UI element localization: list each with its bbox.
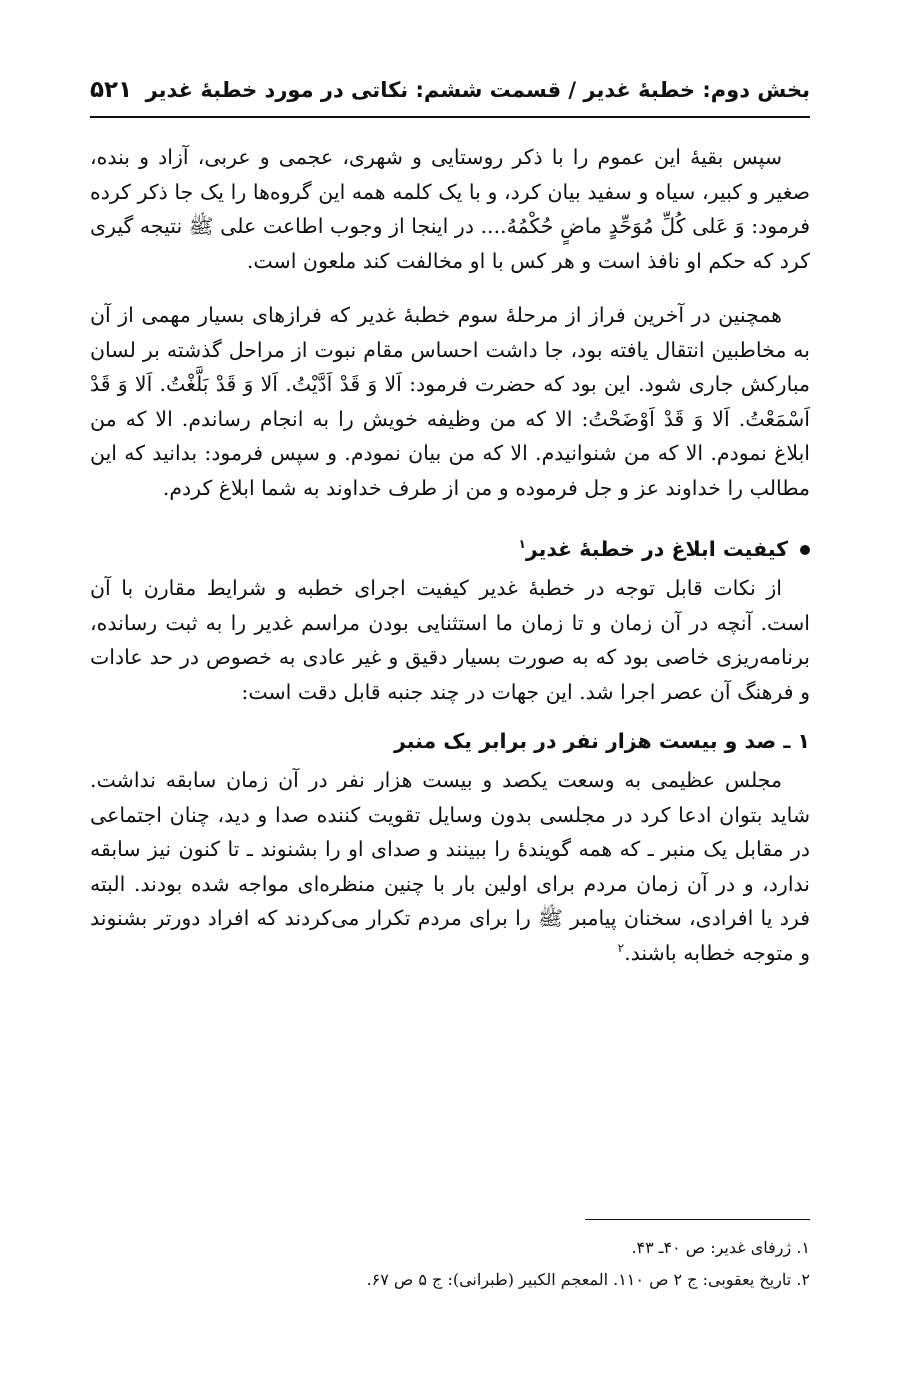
subsection-heading: ۱ ـ صد و بیست هزار نفر در برابر یک منبر — [393, 729, 810, 753]
footnote-1: ۱. ژرفای غدیر: ص ۴۰ـ ۴۳. — [631, 1238, 810, 1257]
footnote-2: ۲. تاریخ یعقوبی: ج ۲ ص ۱۱۰. المعجم الکبیر (طبرانی): ج ۵ ص ۶۷. — [366, 1270, 810, 1289]
bullet-icon — [800, 545, 810, 555]
footnotes — [90, 1232, 810, 1296]
section-heading-text: کیفیت ابلاغ در خطبۀ غدیر — [525, 537, 788, 561]
page-number: ۵۲۱ — [90, 77, 133, 103]
footnote-ref-2: ۲ — [617, 940, 625, 955]
page-header — [90, 70, 810, 110]
page-body — [90, 140, 810, 970]
paragraph-4-text: مجلس عظیمی به وسعت یکصد و بیست هزار نفر در آن زمان سابقه نداشت. شاید بتوان ادعا کرد در مجلسی بدون وسایل تقویت کننده صدا و دید، چنان اجتماعی در مقابل یک منبر ـ که همه گویندۀ را ببینند و صدای او را بشنوند ـ تا کنون نیز سابقه ندارد، و در آن زمان مردم برای اولین بار با چنین منظره‌ای مواجه شده بودند. البته فرد یا افرادی، سخنان پیامبر ﷺ را برای مردم تکرار می‌کردند که افراد دورتر بشنوند و متوجه خطابه باشند. — [90, 768, 810, 965]
footnote-ref-1: ۱ — [518, 537, 526, 552]
paragraph-1: سپس بقیۀ این عموم را با ذکر روستایی و شهری، عجمی و عربی، آزاد و بنده، صغیر و کبیر، سیاه و سفید بیان کرد، و با یک کلمه همه این گروه‌ها را یک جا ذکر کرده فرمود: وَ عَلی کُلِّ مُوَحِّدٍ ماضٍ حُکْمُهُ.... در اینجا از وجوب اطاعت علی ﷺ نتیجه گیری کرد که حکم او نافذ است و هر کس با او مخالفت کند ملعون است. — [90, 145, 810, 273]
header-divider — [90, 116, 810, 118]
paragraph-2: همچنین در آخرین فراز از مرحلۀ سوم خطبۀ غدیر که فرازهای بسیار مهمی از آن به مخاطبین انتقال یافته بود، جا داشت احساس مقام نبوت از مراحل گذشته بر لسان مبارکش جاری شود. این بود که حضرت فرمود: اَلا وَ قَدْ اَدَّیْتُ. اَلا وَ قَدْ بَلَّغْتُ. اَلا وَ قَدْ اَسْمَعْتُ. اَلا وَ قَدْ اَوْضَحْتُ: الا که من وظیفه خویش را به انجام رساندم. الا که من ابلاغ نمودم. الا که من شنوانیدم. الا که من بیان نمودم. و سپس فرمود: بدانید که این مطالب را خداوند عز و جل فرموده و من از طرف خداوند به شما ابلاغ کردم. — [90, 303, 810, 500]
section-heading — [90, 531, 810, 567]
paragraph-4 — [90, 763, 810, 970]
footnote-divider — [585, 1219, 810, 1220]
paragraph-3: از نکات قابل توجه در خطبۀ غدیر کیفیت اجرای خطبه و شرایط مقارن با آن است. آنچه در آن زمان و تا زمان ما استثنایی بودن مراسم غدیر را به ثبت رسانده، برنامه‌ریزی خاصی بود که به صورت بسیار دقیق و غیر عادی به خصوص در حد عادات و فرهنگ آن عصر اجرا شد. این جهات در چند جنبه قابل دقت است: — [90, 576, 811, 704]
running-title: بخش دوم: خطبۀ غدیر / قسمت ششم: نکاتی در مورد خطبۀ غدیر — [145, 78, 810, 102]
